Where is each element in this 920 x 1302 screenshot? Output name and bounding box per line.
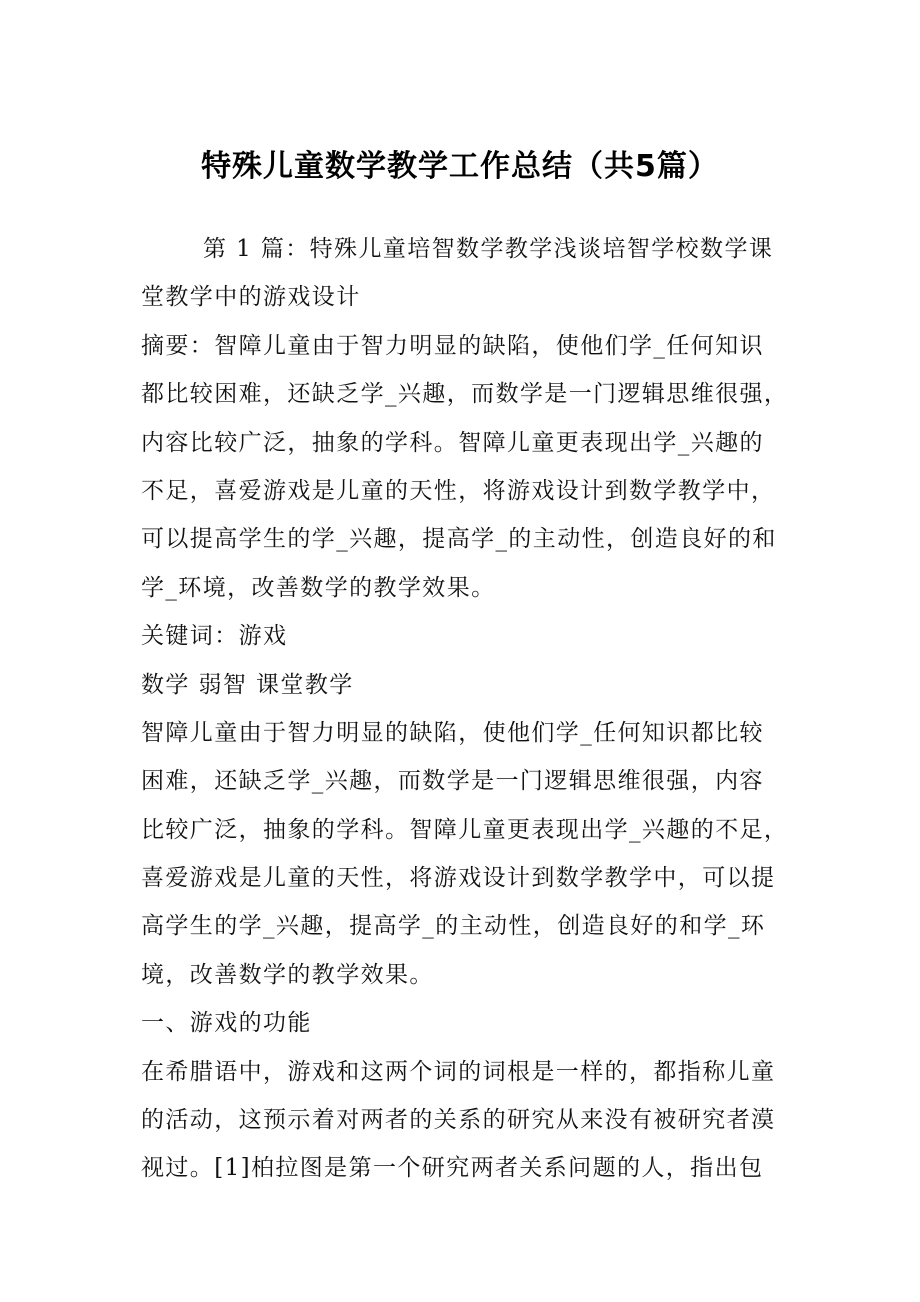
text-line: 智障儿童由于智力明显的缺陷，使他们学_任何知识都比较 <box>141 719 764 746</box>
text-line: 都比较困难，还缺乏学_兴趣，而数学是一门逻辑思维很强， <box>141 381 789 408</box>
text-line: 可以提高学生的学_兴趣，提高学_的主动性，创造良好的和 <box>141 526 777 553</box>
text-line: 第 1 篇：特殊儿童培智数学教学浅谈培智学校数学课 <box>203 236 774 262</box>
text-line: 高学生的学_兴趣，提高学_的主动性，创造良好的和学_环 <box>141 913 766 940</box>
text-line: 视过。[1]柏拉图是第一个研究两者关系问题的人，指出包 <box>141 1155 764 1182</box>
text-line: 数学 弱智 课堂教学 <box>141 671 354 698</box>
text-line: 内容比较广泛，抽象的学科。智障儿童更表现出学_兴趣的 <box>141 429 764 456</box>
text-line: 在希腊语中，游戏和这两个词的词根是一样的，都指称儿童 <box>141 1058 776 1085</box>
text-line: 境，改善数学的教学效果。 <box>141 961 434 988</box>
text-line: 学_环境，改善数学的教学效果。 <box>141 574 496 601</box>
text-line: 喜爱游戏是儿童的天性，将游戏设计到数学教学中，可以提 <box>141 865 776 892</box>
text-line: 关键词：游戏 <box>141 623 288 650</box>
text-line: 比较广泛，抽象的学科。智障儿童更表现出学_兴趣的不足， <box>141 816 789 843</box>
text-line: 困难，还缺乏学_兴趣，而数学是一门逻辑思维很强，内容 <box>141 768 764 795</box>
text-line: 的活动，这预示着对两者的关系的研究从来没有被研究者漠 <box>141 1107 776 1134</box>
document-title: 特殊儿童数学教学工作总结（共5篇） <box>201 149 719 184</box>
section-heading: 一、游戏的功能 <box>141 1010 312 1037</box>
text-line: 堂教学中的游戏设计 <box>141 284 361 311</box>
document-body <box>141 225 791 1193</box>
text-line: 摘要：智障儿童由于智力明显的缺陷，使他们学_任何知识 <box>141 332 764 359</box>
text-line: 不足，喜爱游戏是儿童的天性，将游戏设计到数学教学中， <box>141 477 776 504</box>
